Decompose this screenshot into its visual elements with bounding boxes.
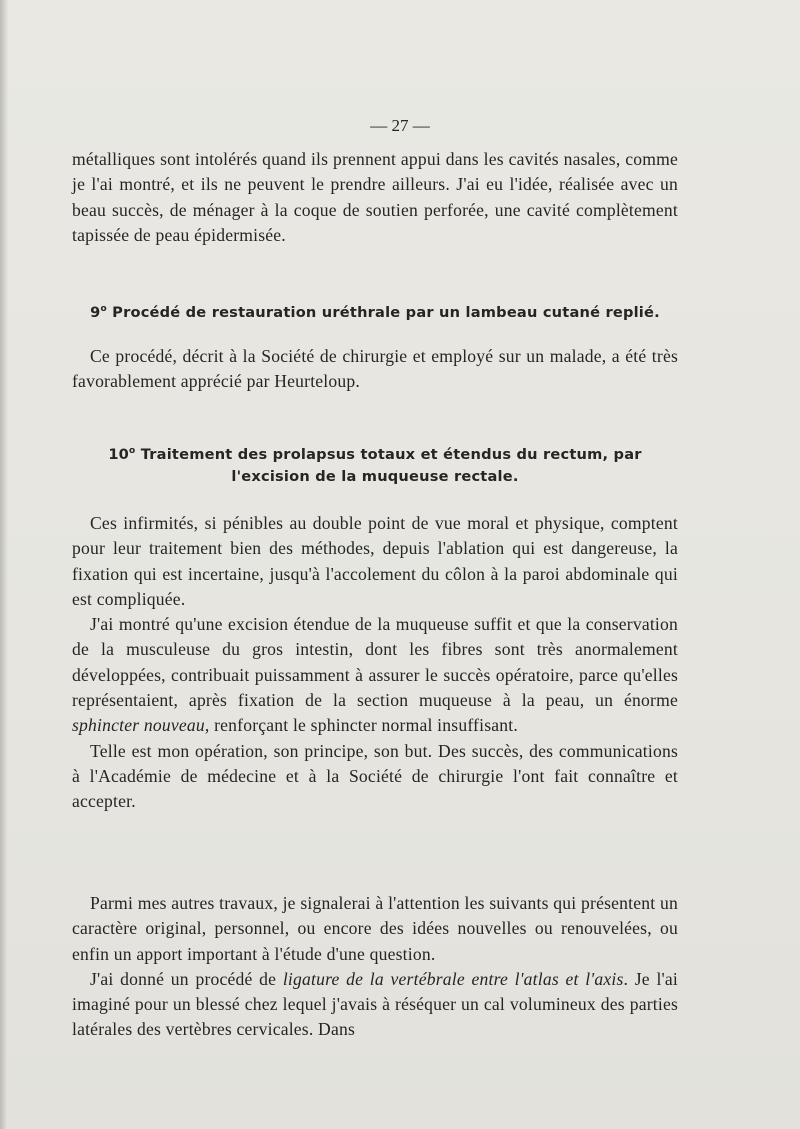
heading-10-line-1: [72, 444, 678, 466]
paragraph-2: Ce procédé, décrit à la Société de chirurgie et employé sur un malade, a été très favorablement apprécié par Heurteloup.: [72, 346, 678, 392]
paragraph-7-text-a: J'ai donné un procédé de: [90, 968, 283, 989]
page-edge-shadow: [0, 0, 8, 1129]
paragraph-7-text-b: . Je l'ai imaginé pour un blessé chez lequel j'avais à réséquer un cal volumineux des parties latérales des vertèbres cervicales. Dans: [72, 968, 679, 1040]
heading-10-title-1: Traitement des prolapsus totaux et étendus du rectum, par: [140, 446, 642, 463]
paragraph-4: [72, 612, 678, 738]
paragraph-5: Telle est mon opération, son principe, son but. Des succès, des communications à l'Académie de médecine et à la Société de chirurgie l'ont fait connaître et accepter.: [72, 740, 678, 812]
heading-9-number: 9: [90, 304, 101, 321]
section-heading-9: [72, 302, 678, 324]
paragraph-4-italic: sphincter nouveau: [72, 715, 205, 736]
section-heading-10: [72, 444, 678, 488]
paragraph-4-text-a: J'ai montré qu'une excision étendue de la muqueuse suffit et que la conservation de la musculeuse du gros intestin, dont les fibres sont très anormalement développées, contribuait puissamment à assurer le succès opératoire, parce qu'elles représentaient, après fixation de la section muqueuse à la peau, un énorme: [72, 614, 678, 711]
paragraph-7: [72, 967, 678, 1043]
page-number: — 27 —: [370, 116, 430, 135]
heading-10-ordinal: o: [129, 446, 136, 457]
heading-10-line-2: l'excision de la muqueuse rectale.: [231, 468, 519, 485]
heading-9-ordinal: o: [100, 304, 107, 315]
section-10-body: [72, 511, 678, 815]
heading-9-title: Procédé de restauration uréthrale par un lambeau cutané replié.: [112, 304, 660, 321]
other-works-body: [72, 891, 678, 1043]
paragraph-continuation: [72, 147, 678, 248]
heading-10-number: 10: [108, 446, 130, 463]
paragraph-3: Ces infirmités, si pénibles au double point de vue moral et physique, comptent pour leur traitement bien des méthodes, depuis l'ablation qui est dangereuse, la fixation qui est incertaine, jusqu'à l'accolement du côlon à la paroi abdominale qui est compliquée.: [72, 513, 678, 609]
section-9-body: [72, 344, 678, 395]
paragraph-7-italic: ligature de la vertébrale entre l'atlas et l'axis: [282, 968, 624, 989]
paragraph-6: Parmi mes autres travaux, je signalerai à l'attention les suivants qui présentent un caractère original, personnel, ou encore des idées nouvelles ou renouvelées, ou enfin un apport important à l'étude d'une question.: [72, 893, 678, 964]
paragraph-4-text-b: , renforçant le sphincter normal insuffisant.: [204, 715, 518, 736]
paragraph-1: métalliques sont intolérés quand ils prennent appui dans les cavités nasales, comme je l'ai montré, et ils ne peuvent le prendre ailleurs. J'ai eu l'idée, réalisée avec un beau succès, de ménager à la coque de soutien perforée, une cavité complètement tapissée de peau épidermisée.: [72, 149, 678, 245]
